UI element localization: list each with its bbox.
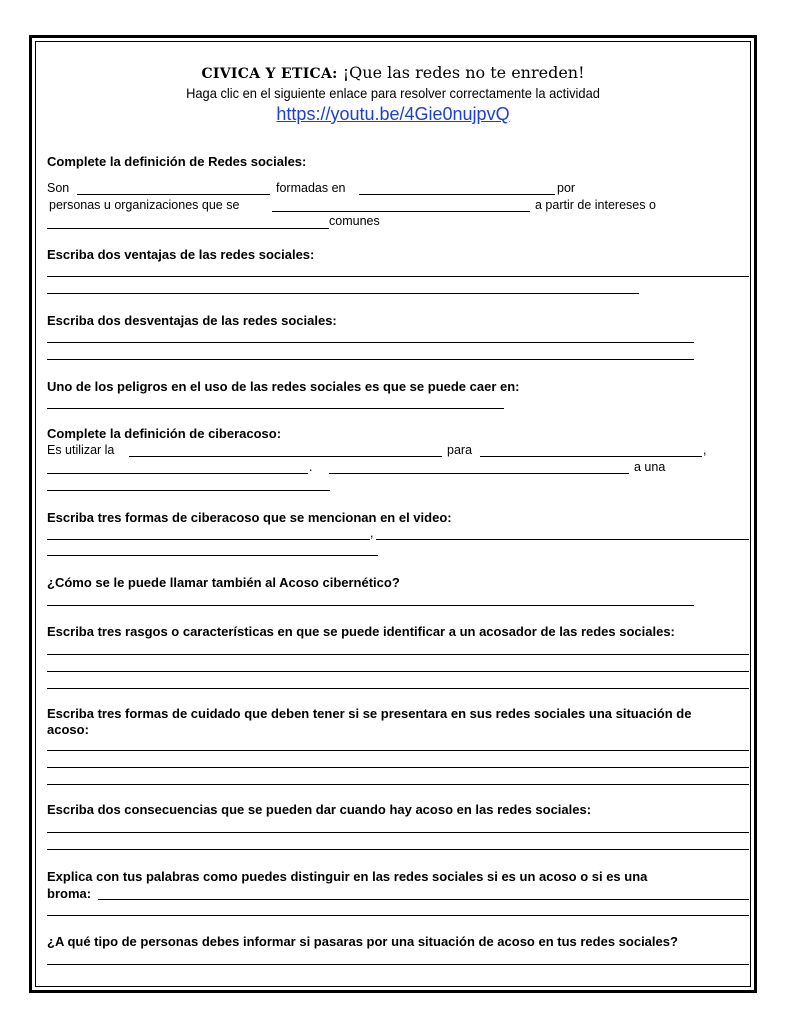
- question-desventajas: Escriba dos desventajas de las redes sociales:: [47, 313, 337, 328]
- question-acoso-o-broma-line-1: Explica con tus palabras como puedes distinguir en las redes sociales si es un acoso o si es una: [47, 869, 648, 884]
- question-rasgos-acosador: Escriba tres rasgos o características en que se puede identificar a un acosador de las redes sociales:: [47, 624, 675, 639]
- q5-dot: .: [309, 460, 313, 474]
- question-otro-nombre: ¿Cómo se le puede llamar también al Acoso cibernético?: [47, 575, 400, 590]
- q2-answer-line-1[interactable]: [47, 276, 749, 277]
- question-cuidados-line-2: acoso:: [47, 722, 89, 737]
- question-peligros: Uno de los peligros en el uso de las redes sociales es que se puede caer en:: [47, 379, 520, 394]
- q6-answer-line-1[interactable]: [47, 539, 370, 540]
- question-formas-ciberacoso: Escriba tres formas de ciberacoso que se mencionan en el video:: [47, 510, 452, 525]
- q5-auna-label: a una: [634, 460, 666, 474]
- q1-comunes-label: comunes: [329, 214, 380, 228]
- worksheet-title: [37, 62, 749, 85]
- q5-answer-line-4[interactable]: [329, 473, 629, 474]
- q7-answer-line[interactable]: [47, 605, 694, 606]
- q5-answer-line-2[interactable]: [480, 456, 702, 457]
- title-theme: ¡Que las redes no te enreden!: [337, 63, 585, 82]
- q9-answer-line-1[interactable]: [47, 750, 749, 751]
- q5-comma: ,: [703, 443, 707, 457]
- question-cuidados-line-1: Escriba tres formas de cuidado que deben tener si se presentara en sus redes sociales una situación de: [47, 706, 692, 721]
- q4-answer-line[interactable]: [47, 408, 504, 409]
- q1-partir-label: a partir de intereses o: [535, 198, 656, 212]
- q1-formadas-label: formadas en: [276, 181, 346, 195]
- q3-answer-line-1[interactable]: [47, 342, 694, 343]
- q1-son-label: Son: [47, 181, 70, 195]
- q5-answer-line-1[interactable]: [129, 456, 442, 457]
- q1-por-label: por: [557, 181, 576, 195]
- q6-comma: ,: [370, 526, 374, 540]
- q5-para-label: para: [447, 443, 473, 457]
- q1-answer-line-4[interactable]: [47, 228, 329, 229]
- question-ciberacoso-definicion: Complete la definición de ciberacoso:: [47, 426, 282, 441]
- q8-answer-line-3[interactable]: [47, 688, 749, 689]
- question-a-quien-informar: ¿A qué tipo de personas debes informar si pasaras por una situación de acoso en tus redes sociales?: [47, 934, 678, 949]
- q11-answer-line-1[interactable]: [98, 899, 749, 900]
- title-subject: CIVICA Y ETICA:: [201, 66, 338, 82]
- q1-answer-line-3[interactable]: [272, 211, 530, 212]
- q1-personas-label: personas u organizaciones que se: [49, 198, 240, 212]
- q2-answer-line-2[interactable]: [47, 293, 639, 294]
- q1-answer-line-2[interactable]: [359, 194, 555, 195]
- question-consecuencias: Escriba dos consecuencias que se pueden dar cuando hay acoso en las redes sociales:: [47, 802, 592, 817]
- q10-answer-line-1[interactable]: [47, 832, 749, 833]
- q5-es-label: Es utilizar la: [47, 443, 115, 457]
- q9-answer-line-2[interactable]: [47, 767, 749, 768]
- instruction-text: Haga clic en el siguiente enlace para resolver correctamente la actividad: [186, 85, 600, 101]
- q12-answer-line[interactable]: [47, 964, 749, 965]
- q6-answer-line-3[interactable]: [47, 555, 378, 556]
- question-ventajas: Escriba dos ventajas de las redes sociales:: [47, 247, 315, 262]
- q5-answer-line-3[interactable]: [47, 473, 308, 474]
- q10-answer-line-2[interactable]: [47, 849, 749, 850]
- q6-answer-line-2[interactable]: [376, 539, 749, 540]
- question-acoso-o-broma-line-2: broma:: [47, 886, 92, 901]
- q1-answer-line-1[interactable]: [77, 194, 270, 195]
- q9-answer-line-3[interactable]: [47, 784, 749, 785]
- video-link[interactable]: https://youtu.be/4Gie0nujpvQ: [276, 104, 510, 124]
- q3-answer-line-2[interactable]: [47, 359, 694, 360]
- q8-answer-line-1[interactable]: [47, 654, 749, 655]
- q8-answer-line-2[interactable]: [47, 671, 749, 672]
- worksheet-header: [37, 62, 749, 126]
- question-redes-definicion: Complete la definición de Redes sociales:: [47, 154, 307, 169]
- q11-answer-line-2[interactable]: [47, 915, 749, 916]
- q5-answer-line-5[interactable]: [47, 490, 330, 491]
